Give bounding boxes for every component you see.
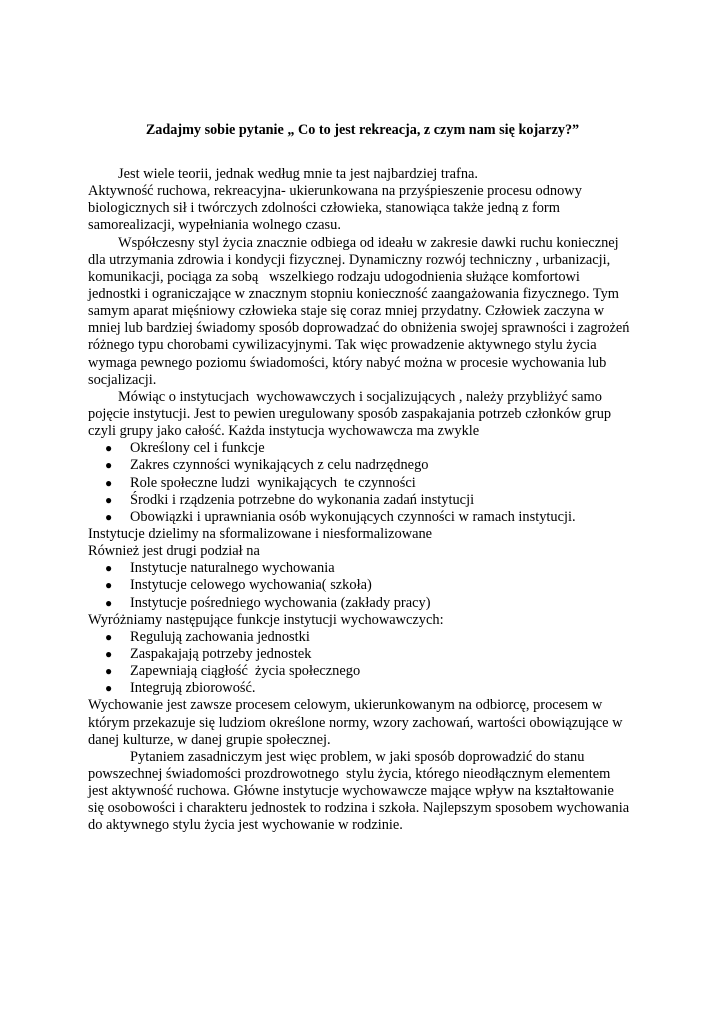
text-line: samorealizacji, wypełniania wolnego czasu. — [88, 217, 341, 234]
bullet-item-text: Instytucje pośredniego wychowania (zakłady pracy) — [130, 594, 431, 611]
bullet-point-icon: ● — [105, 441, 113, 456]
text-line: jednostki i ograniczające w znacznym stopniu konieczność zaangażowania fizycznego. Tym — [88, 285, 619, 302]
bullet-list-item — [88, 577, 648, 594]
bullet-point-icon: ● — [105, 561, 113, 576]
text-line: Również jest drugi podział na — [88, 543, 260, 560]
document-body — [88, 166, 648, 834]
bullet-list-item — [88, 560, 648, 577]
text-line: mniej lub bardziej świadomy sposób doprowadzać do obniżenia swojej sprawności i zagrożeń — [88, 320, 630, 337]
text-line: różnego typu chorobami cywilizacyjnymi. Tak więc prowadzenie aktywnego stylu życia — [88, 337, 597, 354]
text-line: Wychowanie jest zawsze procesem celowym, ukierunkowanym na odbiorcę, procesem w — [88, 697, 603, 714]
text-line: pojęcie instytucji. Jest to pewien uregulowany sposób zaspakajania potrzeb członków grup — [88, 405, 612, 422]
bullet-point-icon: ● — [105, 646, 113, 661]
text-line: komunikacji, pociąga za sobą wszelkiego rodzaju udogodnienia służące komfortowi — [88, 268, 580, 285]
paragraph-first-line: Mówiąc o instytucjach wychowawczych i socjalizujących , należy przybliżyć samo — [118, 388, 602, 405]
bullet-list-item — [88, 475, 648, 492]
bullet-list-item — [88, 646, 648, 663]
paragraph-first-line: Współczesny styl życia znacznie odbiega od ideału w zakresie dawki ruchu koniecznej — [118, 234, 619, 251]
bullet-item-text: Zapewniają ciągłość życia społecznego — [130, 663, 361, 680]
text-line: Aktywność ruchowa, rekreacyjna- ukierunkowana na przyśpieszenie procesu odnowy — [88, 183, 582, 200]
bullet-item-text: Instytucje celowego wychowania( szkoła) — [130, 577, 372, 594]
text-line: którym przekazuje się ludziom określone normy, wzory zachowań, wartości obowiązujące w — [88, 714, 623, 731]
text-line: dla utrzymania zdrowia i kondycji fizycznej. Dynamiczny rozwój techniczny , urbanizacji, — [88, 251, 611, 268]
bullet-point-icon: ● — [105, 681, 113, 696]
bullet-list-item — [88, 440, 648, 457]
bullet-list-item — [88, 595, 648, 612]
bullet-list-item — [88, 629, 648, 646]
text-line: wymaga pewnego poziomu świadomości, który nabyć można w procesie wychowania lub — [88, 354, 607, 371]
bullet-point-icon: ● — [105, 509, 113, 524]
bullet-list-item — [88, 457, 648, 474]
text-line: do aktywnego stylu życia jest wychowanie w rodzinie. — [88, 817, 403, 834]
text-line: się osobowości i charakteru jednostek to rodzina i szkoła. Najlepszym sposobem wychowania — [88, 800, 630, 817]
text-line: socjalizacji. — [88, 371, 157, 388]
bullet-item-text: Środki i rządzenia potrzebne do wykonania zadań instytucji — [130, 491, 475, 508]
bullet-item-text: Regulują zachowania jednostki — [130, 628, 310, 645]
paragraph-first-line: Pytaniem zasadniczym jest więc problem, w jaki sposób doprowadzić do stanu — [130, 748, 585, 765]
text-line: Wyróżniamy następujące funkcje instytucji wychowawczych: — [88, 611, 444, 628]
bullet-point-icon: ● — [105, 595, 113, 610]
bullet-item-text: Obowiązki i uprawniania osób wykonujących czynności w ramach instytucji. — [130, 508, 576, 525]
bullet-item-text: Określony cel i funkcje — [130, 440, 265, 457]
bullet-point-icon: ● — [105, 578, 113, 593]
text-line: danej kulturze, w danej grupie społecznej. — [88, 731, 331, 748]
bullet-list-item — [88, 509, 648, 526]
bullet-item-text: Zakres czynności wynikających z celu nadrzędnego — [130, 457, 429, 474]
bullet-point-icon: ● — [105, 629, 113, 644]
bullet-list-item — [88, 492, 648, 509]
text-line: powszechnej świadomości prozdrowotnego stylu życia, którego nieodłącznym elementem — [88, 765, 611, 782]
bullet-point-icon: ● — [105, 475, 113, 490]
bullet-list-item — [88, 680, 648, 697]
text-line: biologicznych sił i twórczych zdolności człowieka, stanowiąca także jedną z form — [88, 200, 560, 217]
bullet-item-text: Integrują zbiorowość. — [130, 680, 256, 697]
bullet-item-text: Role społeczne ludzi wynikających te czynności — [130, 474, 416, 491]
text-line: samym aparat mięśniowy człowieka staje się coraz mniej przydatny. Człowiek zaczyna w — [88, 303, 605, 320]
bullet-point-icon: ● — [105, 664, 113, 679]
bullet-item-text: Instytucje naturalnego wychowania — [130, 560, 335, 577]
bullet-list-item — [88, 663, 648, 680]
bullet-point-icon: ● — [105, 492, 113, 507]
document-title: Zadajmy sobie pytanie „ Co to jest rekreacja, z czym nam się kojarzy?” — [145, 122, 580, 138]
text-line: jest aktywność ruchowa. Główne instytucje wychowawcze mające wpływ na kształtowanie — [88, 783, 614, 800]
text-line: Instytucje dzielimy na sformalizowane i niesformalizowane — [88, 525, 433, 542]
text-line: czyli grupy jako całość. Każda instytucja wychowawcza ma zwykle — [88, 423, 480, 440]
bullet-item-text: Zaspakajają potrzeby jednostek — [130, 645, 312, 662]
bullet-point-icon: ● — [105, 458, 113, 473]
paragraph-first-line: Jest wiele teorii, jednak według mnie ta jest najbardziej trafna. — [118, 166, 479, 182]
